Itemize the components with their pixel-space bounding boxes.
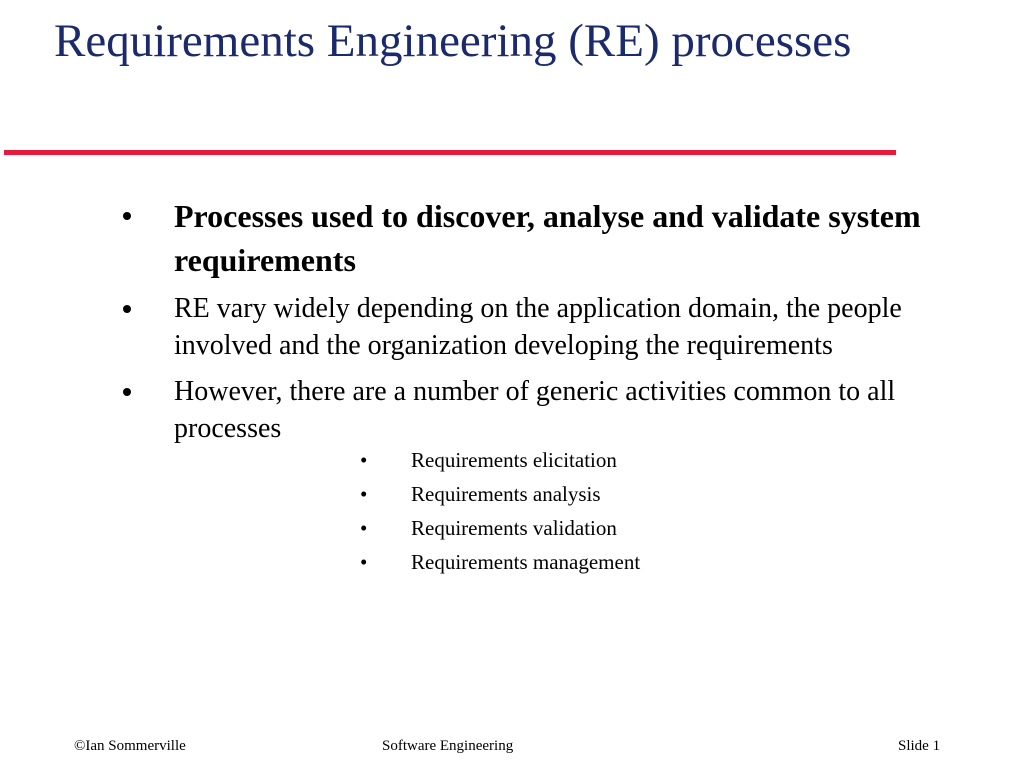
sub-bullet-dot-icon: • xyxy=(360,516,368,540)
footer-course-title: Software Engineering xyxy=(382,738,514,754)
sub-bullet-text: Requirements validation xyxy=(411,516,617,540)
sub-bullet-item xyxy=(174,545,974,579)
bullet-list xyxy=(0,194,1024,588)
bullet-text: However, there are a number of generic activities common to all processes xyxy=(174,376,896,444)
sub-bullet-item xyxy=(174,511,974,545)
bullet-text: RE vary widely depending on the application domain, the people involved and the organization developing the requirements xyxy=(174,293,902,361)
sub-bullet-item xyxy=(174,443,974,477)
sub-bullet-dot-icon: • xyxy=(360,482,368,506)
sub-bullet-dot-icon: • xyxy=(360,448,368,472)
bullet-dot-icon xyxy=(123,212,131,220)
bullet-item xyxy=(0,194,974,282)
bullet-dot-icon xyxy=(123,388,131,396)
title-divider xyxy=(4,150,896,155)
bullet-dot-icon xyxy=(123,305,131,313)
sub-bullet-text: Requirements management xyxy=(411,550,641,574)
footer-slide-number: Slide 1 xyxy=(898,738,941,754)
bullet-item xyxy=(0,290,974,364)
sub-bullet-list xyxy=(174,443,974,579)
bullet-text: Processes used to discover, analyse and validate system requirements xyxy=(174,198,921,278)
footer-copyright: ©Ian Sommerville xyxy=(74,738,186,754)
slide-title: Requirements Engineering (RE) processes xyxy=(54,15,852,67)
sub-bullet-item xyxy=(174,477,974,511)
sub-bullet-text: Requirements analysis xyxy=(411,482,601,506)
bullet-item xyxy=(0,373,974,579)
sub-bullet-dot-icon: • xyxy=(360,550,368,574)
sub-bullet-text: Requirements elicitation xyxy=(411,448,617,472)
